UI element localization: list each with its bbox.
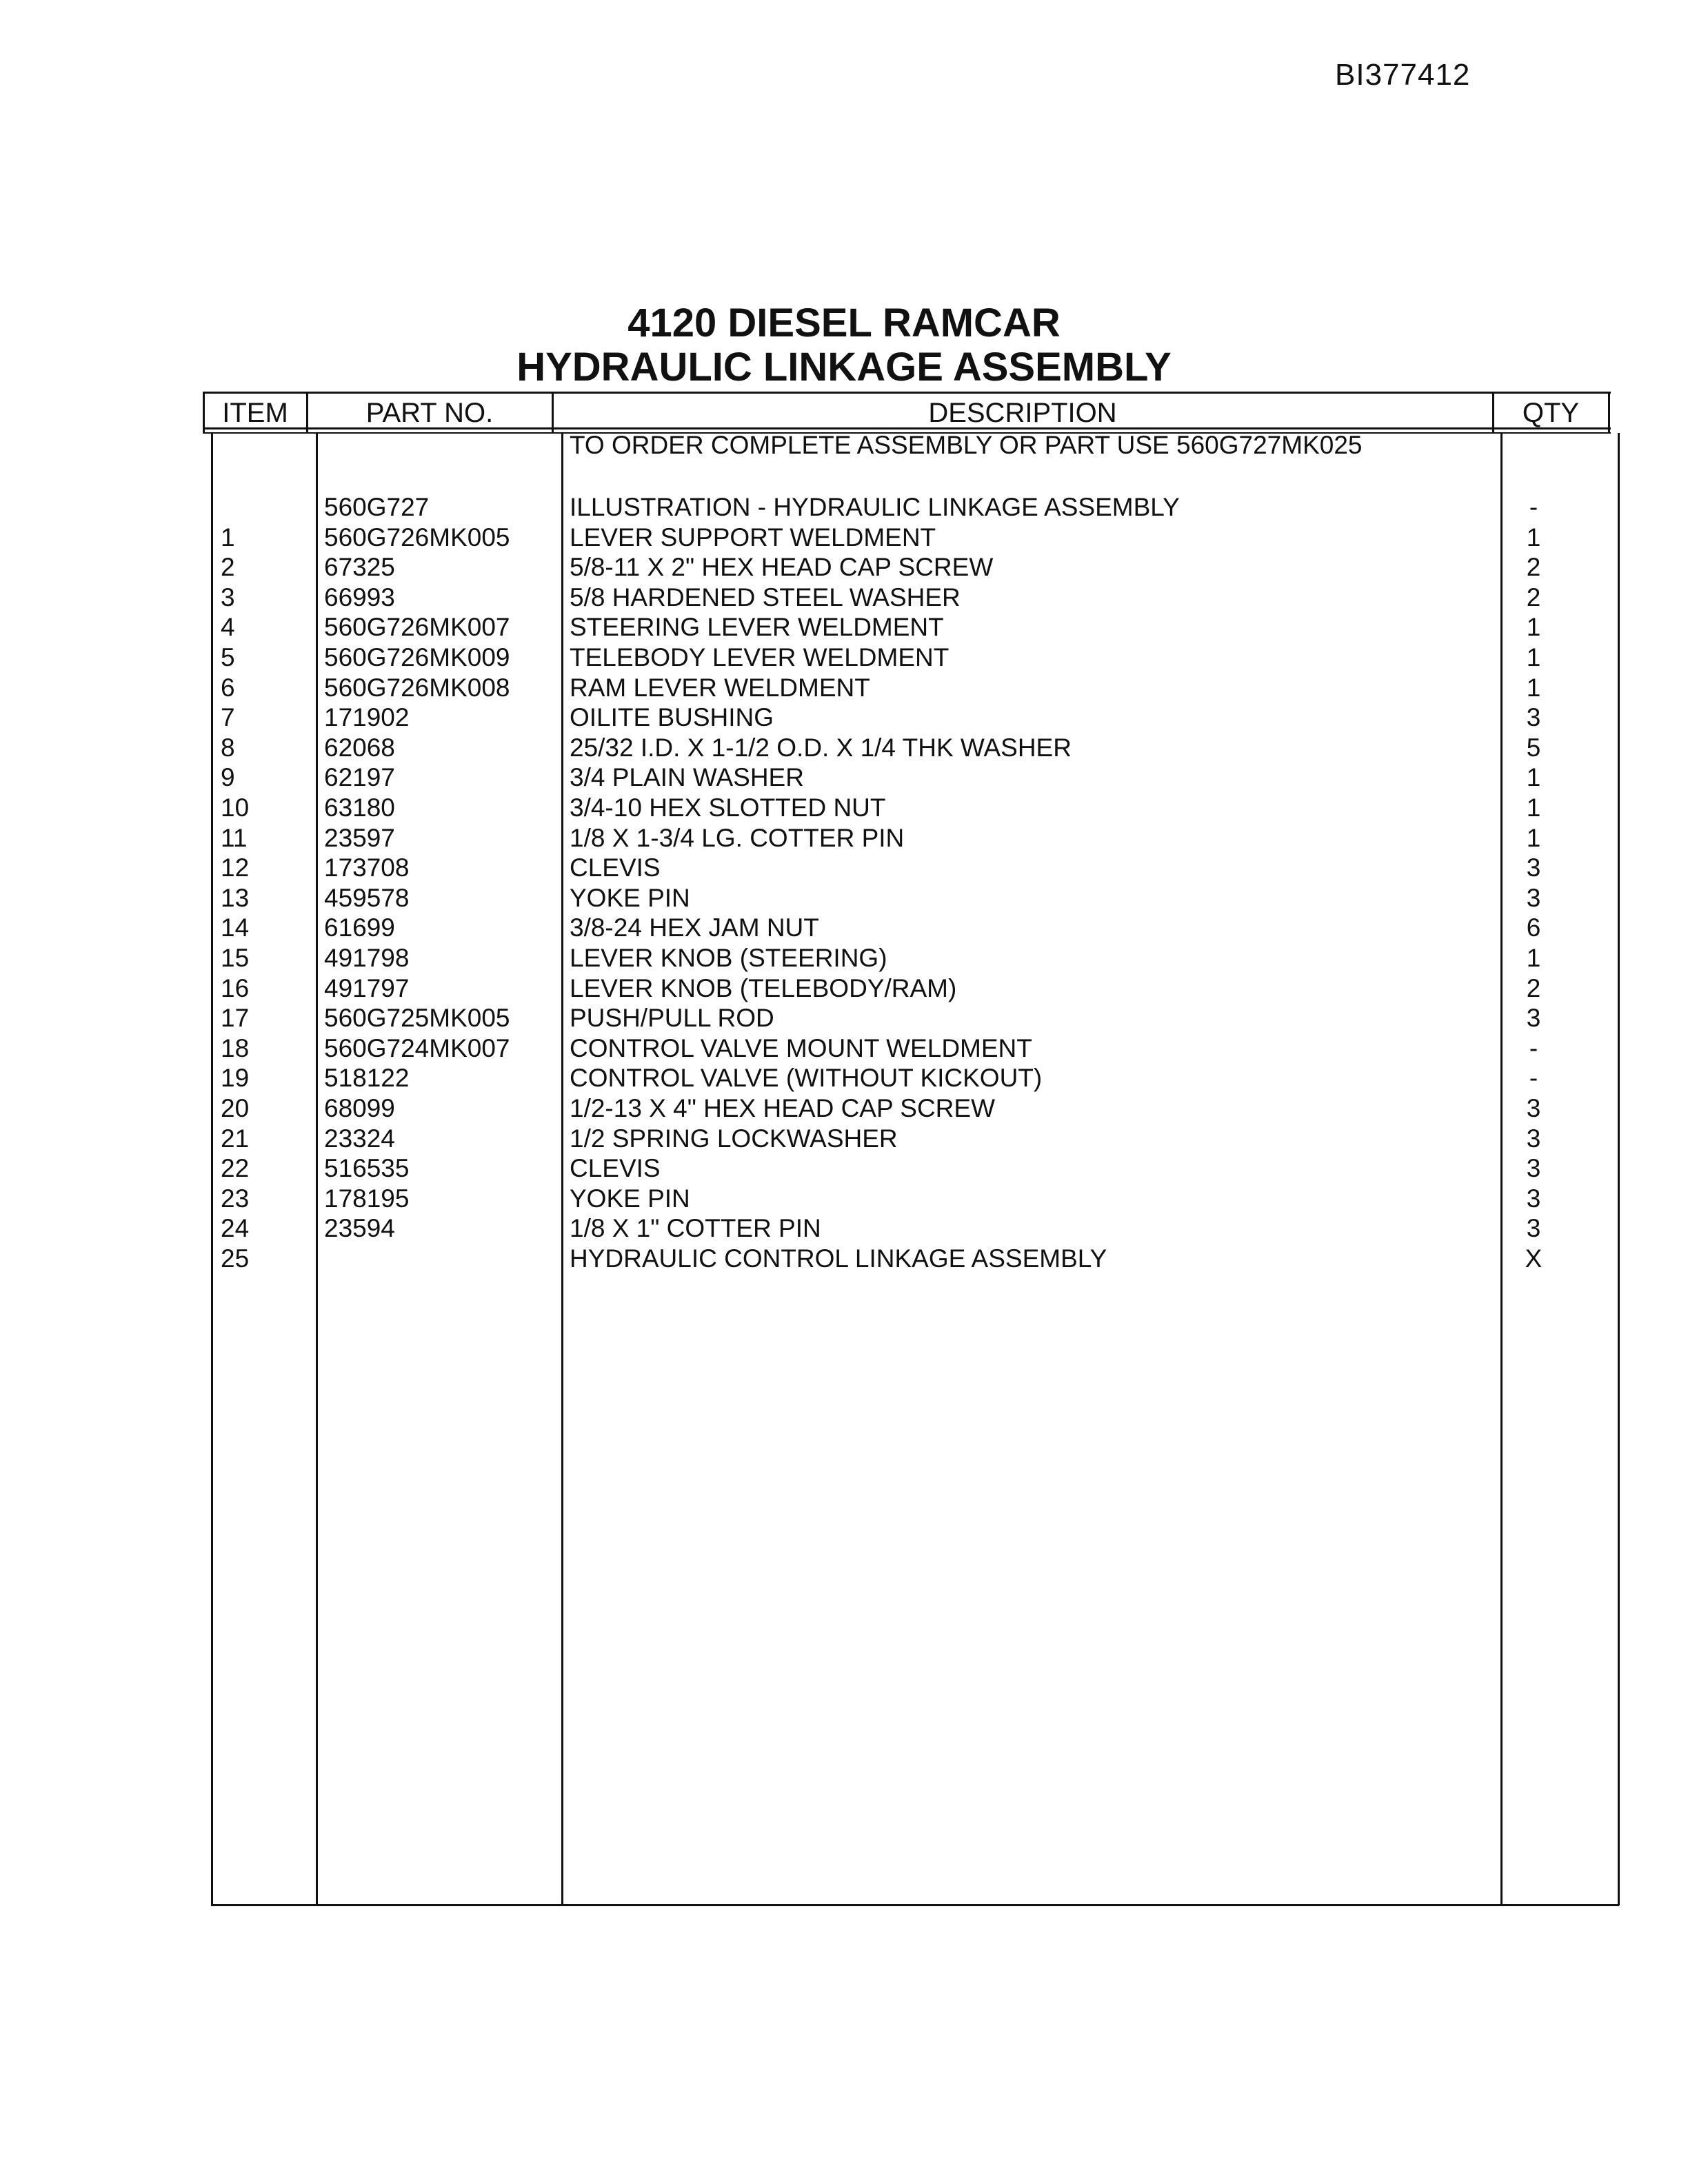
row-description: CONTROL VALVE MOUNT WELDMENT bbox=[570, 1033, 1032, 1062]
row-item: 22 bbox=[221, 1154, 250, 1183]
row-item: 19 bbox=[221, 1064, 250, 1093]
row-item: 25 bbox=[221, 1244, 250, 1273]
row-item: 15 bbox=[221, 944, 250, 972]
row-qty: 3 bbox=[1526, 1214, 1541, 1243]
row-qty: 1 bbox=[1526, 613, 1541, 642]
row-qty: 2 bbox=[1526, 583, 1541, 611]
table-row bbox=[0, 853, 1688, 882]
table-row bbox=[0, 943, 1688, 973]
row-part-no: 67325 bbox=[324, 553, 395, 582]
row-qty: 6 bbox=[1526, 913, 1541, 942]
row-part-no: 23594 bbox=[324, 1214, 395, 1243]
document-subtitle: HYDRAULIC LINKAGE ASSEMBLY bbox=[516, 345, 1172, 390]
row-description: 1/8 X 1" COTTER PIN bbox=[570, 1214, 821, 1243]
row-description: STEERING LEVER WELDMENT bbox=[570, 613, 944, 642]
row-description: 3/4 PLAIN WASHER bbox=[570, 763, 804, 792]
table-row bbox=[0, 492, 1688, 522]
row-part-no: 560G724MK007 bbox=[324, 1033, 510, 1062]
row-part-no: 491797 bbox=[324, 973, 410, 1002]
table-row bbox=[0, 1093, 1688, 1123]
header-qty: QTY bbox=[1522, 398, 1580, 428]
row-description: 5/8-11 X 2" HEX HEAD CAP SCREW bbox=[570, 553, 994, 582]
row-description: PUSH/PULL ROD bbox=[570, 1004, 774, 1033]
row-part-no: 560G726MK007 bbox=[324, 613, 510, 642]
table-row bbox=[0, 762, 1688, 792]
table-row bbox=[0, 1003, 1688, 1033]
row-item: 11 bbox=[221, 823, 248, 852]
row-qty: 3 bbox=[1526, 853, 1541, 882]
row-item: 5 bbox=[221, 643, 235, 671]
table-row bbox=[0, 913, 1688, 942]
row-qty: 3 bbox=[1526, 1094, 1541, 1122]
row-item: 9 bbox=[221, 763, 235, 792]
row-part-no: 68099 bbox=[324, 1094, 395, 1122]
table-row bbox=[0, 1184, 1688, 1213]
table-row bbox=[0, 1033, 1688, 1063]
row-qty: - bbox=[1529, 1033, 1538, 1062]
table-row bbox=[0, 793, 1688, 822]
table-row bbox=[0, 1153, 1688, 1183]
row-part-no: 178195 bbox=[324, 1184, 410, 1213]
row-description: 1/8 X 1-3/4 LG. COTTER PIN bbox=[570, 823, 905, 852]
table-bottom-border bbox=[211, 1904, 1619, 1906]
row-item: 18 bbox=[221, 1033, 250, 1062]
table-row bbox=[0, 1244, 1688, 1273]
table-row bbox=[0, 702, 1688, 732]
row-qty: 1 bbox=[1526, 763, 1541, 792]
row-part-no: 62068 bbox=[324, 733, 395, 762]
row-part-no: 560G726MK009 bbox=[324, 643, 510, 671]
row-part-no: 23324 bbox=[324, 1124, 395, 1153]
header-part-no: PART NO. bbox=[365, 398, 494, 428]
row-item: 7 bbox=[221, 703, 235, 732]
row-item: 21 bbox=[221, 1124, 250, 1153]
row-qty: 2 bbox=[1526, 973, 1541, 1002]
row-qty: 5 bbox=[1526, 733, 1541, 762]
row-part-no: 61699 bbox=[324, 913, 395, 942]
table-top-border bbox=[203, 392, 1611, 394]
row-qty: 1 bbox=[1526, 823, 1541, 852]
table-row bbox=[0, 552, 1688, 582]
row-item: 4 bbox=[221, 613, 235, 642]
row-qty: 3 bbox=[1526, 1124, 1541, 1153]
row-qty: 3 bbox=[1526, 1184, 1541, 1213]
row-description: CONTROL VALVE (WITHOUT KICKOUT) bbox=[570, 1064, 1043, 1093]
row-qty: 1 bbox=[1526, 944, 1541, 972]
row-description: OILITE BUSHING bbox=[570, 703, 774, 732]
order-note: TO ORDER COMPLETE ASSEMBLY OR PART USE 560G727MK025 bbox=[570, 431, 1363, 459]
row-description: LEVER KNOB (TELEBODY/RAM) bbox=[570, 973, 957, 1002]
row-description: 3/4-10 HEX SLOTTED NUT bbox=[570, 793, 886, 822]
row-qty: 1 bbox=[1526, 793, 1541, 822]
row-item: 24 bbox=[221, 1214, 250, 1243]
row-qty: - bbox=[1529, 1064, 1538, 1093]
table-row bbox=[0, 673, 1688, 702]
row-part-no: 491798 bbox=[324, 944, 410, 972]
row-item: 6 bbox=[221, 673, 235, 702]
row-description: CLEVIS bbox=[570, 1154, 661, 1183]
row-qty: 3 bbox=[1526, 1004, 1541, 1033]
column-divider-part-lower bbox=[561, 433, 563, 1905]
table-row bbox=[0, 583, 1688, 612]
document-id: BI377412 bbox=[1335, 58, 1471, 92]
header-description: DESCRIPTION bbox=[928, 398, 1117, 428]
row-qty: 3 bbox=[1526, 883, 1541, 912]
row-description: LEVER SUPPORT WELDMENT bbox=[570, 523, 936, 552]
row-part-no: 516535 bbox=[324, 1154, 410, 1183]
row-part-no: 171902 bbox=[324, 703, 410, 732]
row-item: 8 bbox=[221, 733, 235, 762]
row-item: 12 bbox=[221, 853, 250, 882]
row-description: 25/32 I.D. X 1-1/2 O.D. X 1/4 THK WASHER bbox=[570, 733, 1072, 762]
column-divider-desc-lower bbox=[1500, 433, 1503, 1905]
row-part-no: 66993 bbox=[324, 583, 395, 611]
row-part-no: 560G726MK008 bbox=[324, 673, 510, 702]
table-row bbox=[0, 1213, 1688, 1243]
table-left-border-lower bbox=[211, 433, 213, 1905]
table-row bbox=[0, 823, 1688, 853]
row-part-no: 560G726MK005 bbox=[324, 523, 510, 552]
row-item: 10 bbox=[221, 793, 250, 822]
row-description: ILLUSTRATION - HYDRAULIC LINKAGE ASSEMBLY bbox=[570, 493, 1180, 521]
row-item: 3 bbox=[221, 583, 235, 611]
table-row bbox=[0, 883, 1688, 913]
row-item: 23 bbox=[221, 1184, 250, 1213]
document-title: 4120 DIESEL RAMCAR bbox=[627, 301, 1061, 345]
row-description: HYDRAULIC CONTROL LINKAGE ASSEMBLY bbox=[570, 1244, 1107, 1273]
row-description: 1/2 SPRING LOCKWASHER bbox=[570, 1124, 898, 1153]
row-item: 13 bbox=[221, 883, 250, 912]
row-qty: 2 bbox=[1526, 553, 1541, 582]
table-row bbox=[0, 643, 1688, 672]
table-row bbox=[0, 973, 1688, 1003]
table-right-border-lower bbox=[1618, 433, 1620, 1905]
row-description: 5/8 HARDENED STEEL WASHER bbox=[570, 583, 961, 611]
table-row bbox=[0, 733, 1688, 762]
row-description: 1/2-13 X 4" HEX HEAD CAP SCREW bbox=[570, 1094, 995, 1122]
row-item: 17 bbox=[221, 1004, 250, 1033]
table-row bbox=[0, 1124, 1688, 1153]
table-row bbox=[0, 1063, 1688, 1093]
table-row bbox=[0, 523, 1688, 552]
row-item: 1 bbox=[221, 523, 235, 552]
header-item: ITEM bbox=[222, 398, 288, 428]
row-item: 16 bbox=[221, 973, 250, 1002]
row-item: 14 bbox=[221, 913, 250, 942]
row-part-no: 459578 bbox=[324, 883, 410, 912]
row-qty: - bbox=[1529, 493, 1538, 521]
row-description: CLEVIS bbox=[570, 853, 661, 882]
row-item: 2 bbox=[221, 553, 235, 582]
table-row bbox=[0, 612, 1688, 642]
row-qty: 1 bbox=[1526, 673, 1541, 702]
row-qty: X bbox=[1525, 1244, 1543, 1273]
row-description: 3/8-24 HEX JAM NUT bbox=[570, 913, 819, 942]
row-description: LEVER KNOB (STEERING) bbox=[570, 944, 887, 972]
row-item: 20 bbox=[221, 1094, 250, 1122]
row-qty: 3 bbox=[1526, 1154, 1541, 1183]
row-part-no: 560G727 bbox=[324, 493, 430, 521]
row-part-no: 560G725MK005 bbox=[324, 1004, 510, 1033]
row-part-no: 23597 bbox=[324, 823, 395, 852]
row-description: YOKE PIN bbox=[570, 1184, 690, 1213]
row-qty: 3 bbox=[1526, 703, 1541, 732]
row-qty: 1 bbox=[1526, 523, 1541, 552]
row-part-no: 62197 bbox=[324, 763, 395, 792]
row-description: RAM LEVER WELDMENT bbox=[570, 673, 870, 702]
row-description: YOKE PIN bbox=[570, 883, 690, 912]
column-divider-item-lower bbox=[316, 433, 318, 1905]
row-part-no: 173708 bbox=[324, 853, 410, 882]
table-right-border bbox=[1608, 392, 1610, 433]
row-description: TELEBODY LEVER WELDMENT bbox=[570, 643, 950, 671]
row-qty: 1 bbox=[1526, 643, 1541, 671]
row-part-no: 518122 bbox=[324, 1064, 410, 1093]
row-part-no: 63180 bbox=[324, 793, 395, 822]
